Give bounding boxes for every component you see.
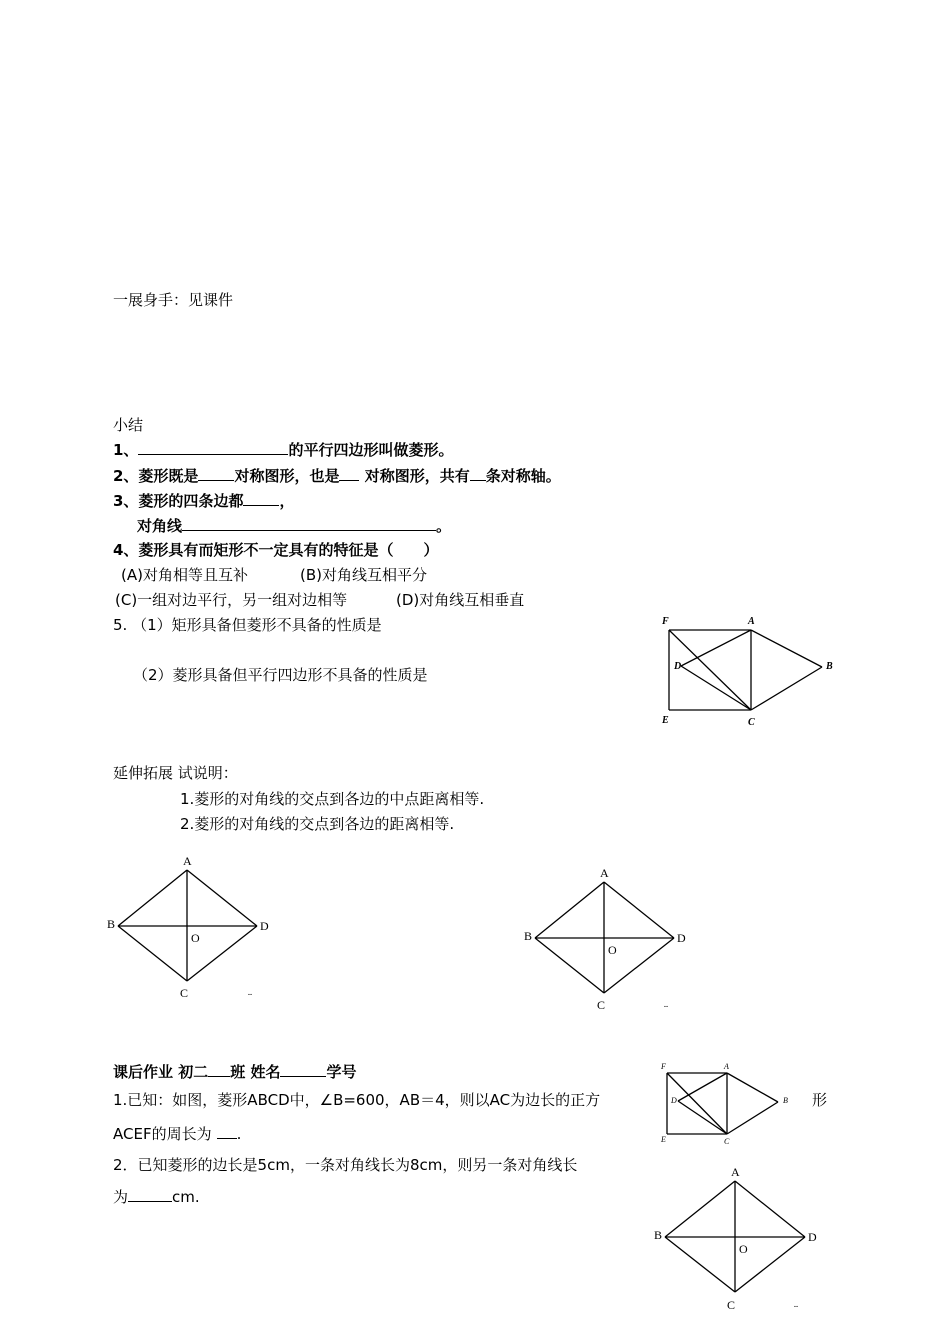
figure-rhombus-left [107, 854, 269, 1004]
label-A: A [748, 616, 755, 627]
label-A: A [600, 866, 609, 880]
label-B: B [107, 917, 116, 931]
label-O: O [191, 931, 200, 945]
label-F: F [662, 616, 669, 627]
summary-title: 小结 [113, 416, 144, 434]
label-B: B [783, 1096, 788, 1105]
label-D: D [260, 919, 269, 933]
homework-p1-line2: ACEF的周长为 . [113, 1125, 242, 1143]
label-O: O [608, 943, 617, 957]
summary-q3: 3、菱形的四条边都 ， [113, 492, 295, 510]
homework-title: 课后作业 初二 班 姓名 学号 [113, 1063, 357, 1081]
mark: ¨ [248, 990, 252, 1004]
homework-p1-line1: 1.已知：如图，菱形ABCD中，∠B=600，AB＝4，则以AC为边长的正方 [113, 1091, 601, 1109]
figure-rect-rhombus-small [660, 1062, 788, 1146]
figure-rhombus-middle [524, 866, 686, 1016]
label-D: D [674, 661, 682, 672]
section-title-practice: 一展身手：见课件 [113, 291, 234, 309]
summary-q1: 1、 的平行四边形叫做菱形。 [113, 441, 454, 459]
label-C: C [727, 1298, 736, 1312]
label-C: C [748, 717, 755, 728]
label-B: B [524, 929, 533, 943]
summary-q5-2: （2）菱形具备但平行四边形不具备的性质是 [133, 666, 428, 684]
label-C: C [597, 998, 606, 1012]
mark: ¨ [794, 1302, 798, 1316]
extension-item-2: 2.菱形的对角线的交点到各边的距离相等. [180, 815, 455, 833]
label-O: O [739, 1242, 748, 1256]
summary-q5-1: 5. （1）矩形具备但菱形不具备的性质是 [113, 616, 382, 634]
q4-option-d: (D)对角线互相垂直 [396, 591, 525, 609]
figure-rhombus-bottom [654, 1165, 817, 1316]
label-A: A [724, 1062, 729, 1071]
summary-q2: 2、菱形既是 对称图形，也是 对称图形，共有 条对称轴。 [113, 467, 561, 485]
homework-p2-line2: 为 cm. [113, 1188, 200, 1206]
label-B: B [654, 1228, 663, 1242]
label-C: C [724, 1137, 730, 1146]
figure-rect-rhombus-large [661, 616, 833, 728]
mark: ¨ [664, 1002, 668, 1016]
label-A: A [183, 854, 192, 868]
label-D: D [808, 1230, 817, 1244]
label-D: D [671, 1096, 677, 1105]
q4-option-a: (A)对角相等且互补 [121, 566, 248, 584]
label-D: D [677, 931, 686, 945]
summary-q3-diagonal: 对角线 。 [137, 517, 452, 535]
homework-p1-tail: 形 [812, 1091, 828, 1109]
label-B: B [826, 661, 833, 672]
extension-item-1: 1.菱形的对角线的交点到各边的中点距离相等. [180, 790, 485, 808]
label-A: A [731, 1165, 740, 1179]
label-F: F [661, 1062, 666, 1071]
label-E: E [661, 1135, 666, 1144]
q4-option-b: (B)对角线互相平分 [300, 566, 427, 584]
summary-q4: 4、菱形具有而矩形不一定具有的特征是（ ） [113, 541, 439, 559]
q4-option-c: (C)一组对边平行，另一组对边相等 [115, 591, 348, 609]
label-C: C [180, 986, 189, 1000]
label-E: E [662, 715, 669, 726]
homework-p2-line1: 2．已知菱形的边长是5cm，一条对角线长为8cm，则另一条对角线长 [113, 1156, 578, 1174]
extension-title: 延伸拓展 试说明： [113, 764, 238, 782]
